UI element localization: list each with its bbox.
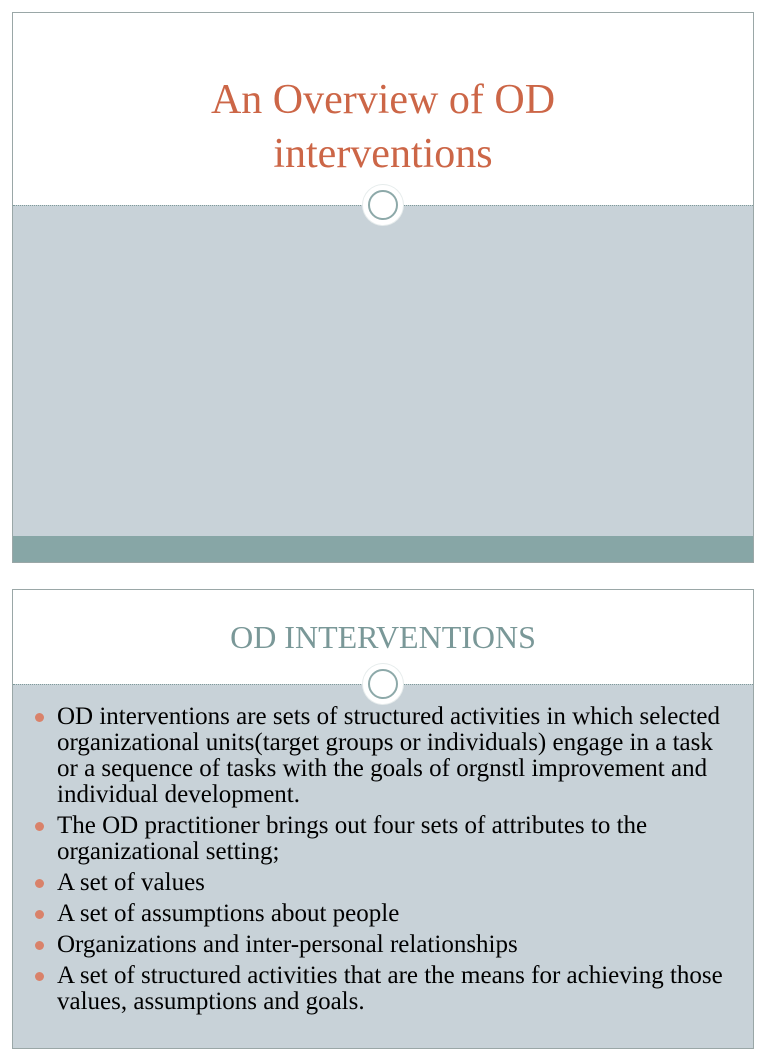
bullet-list (35, 704, 735, 1020)
slide-1 (12, 12, 754, 563)
bullet-icon (35, 910, 44, 919)
slide-title (13, 73, 753, 181)
list-item: OD interventions are sets of structured activities in which selected organizational units(target groups or individuals) engage in a task or a sequence of tasks with the goals of orgnstl improvement and individual development. (35, 704, 735, 808)
list-item: A set of assumptions about people (35, 901, 735, 927)
title-line-2: interventions (273, 131, 493, 177)
slide-2 (12, 589, 754, 1049)
list-item: A set of structured activities that are the means for achieving those values, assumptions and goals. (35, 963, 735, 1015)
circle-ornament-icon (363, 664, 403, 704)
list-item: The OD practitioner brings out four sets of attributes to the organizational setting; (35, 813, 735, 865)
footer-bar (13, 536, 753, 562)
list-item: A set of values (35, 870, 735, 896)
bullet-icon (35, 713, 44, 722)
bullet-icon (35, 972, 44, 981)
bullet-icon (35, 879, 44, 888)
title-line-1: An Overview of OD (210, 77, 556, 123)
title-area (13, 13, 753, 205)
bullet-icon (35, 941, 44, 950)
list-item: Organizations and inter-personal relationships (35, 932, 735, 958)
slide-title: OD INTERVENTIONS (230, 619, 536, 655)
bullet-icon (35, 822, 44, 831)
circle-ornament-icon (363, 185, 403, 225)
